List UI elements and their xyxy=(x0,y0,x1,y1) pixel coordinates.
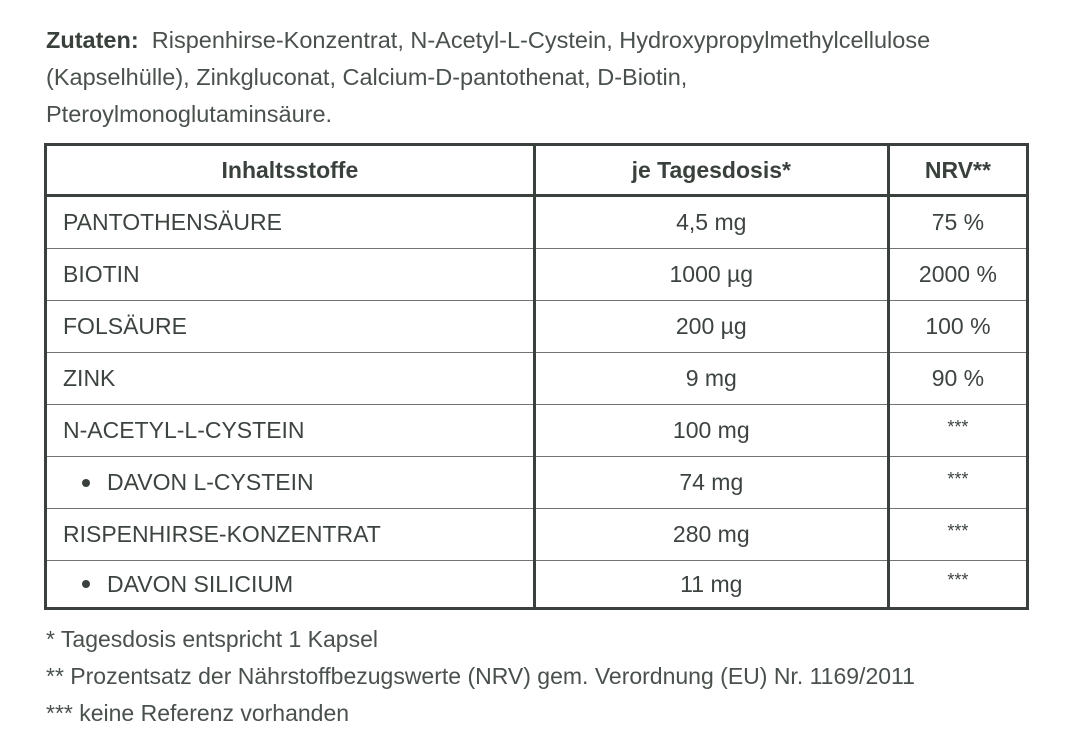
row-nrv xyxy=(888,561,1027,609)
row-dose: 100 mg xyxy=(534,405,888,457)
ingredients-text xyxy=(46,22,1036,133)
row-nrv: 100 % xyxy=(888,301,1027,353)
table-header-row xyxy=(46,145,1028,196)
ingredients-line-1 xyxy=(46,22,1036,59)
no-reference-marker: *** xyxy=(947,520,969,541)
row-nrv: 90 % xyxy=(888,353,1027,405)
nutrition-table xyxy=(44,143,1029,610)
row-name: ZINK xyxy=(46,353,535,405)
no-reference-marker: *** xyxy=(947,416,969,437)
table-row xyxy=(46,561,1028,609)
row-nrv: 2000 % xyxy=(888,249,1027,301)
row-name: PANTOTHENSÄURE xyxy=(46,196,535,249)
row-name: BIOTIN xyxy=(46,249,535,301)
row-name-cell xyxy=(46,457,535,509)
ingredients-label: Zutaten: xyxy=(46,27,139,53)
row-dose: 200 µg xyxy=(534,301,888,353)
header-daily-dose: je Tagesdosis* xyxy=(534,145,888,196)
table-row xyxy=(46,249,1028,301)
row-nrv xyxy=(888,405,1027,457)
row-dose: 1000 µg xyxy=(534,249,888,301)
row-name: DAVON SILICIUM xyxy=(107,570,294,597)
row-nrv: 75 % xyxy=(888,196,1027,249)
row-dose: 280 mg xyxy=(534,509,888,561)
ingredients-line-2: (Kapselhülle), Zinkgluconat, Calcium-D-pantothenat, D-Biotin, xyxy=(46,64,688,90)
bullet-icon xyxy=(82,479,90,487)
bullet-icon xyxy=(82,580,90,588)
header-ingredients: Inhaltsstoffe xyxy=(46,145,535,196)
table-row xyxy=(46,353,1028,405)
footnotes xyxy=(46,621,915,732)
footnote-2: ** Prozentsatz der Nährstoffbezugswerte (NRV) gem. Verordnung (EU) Nr. 1169/2011 xyxy=(46,663,915,689)
table-row xyxy=(46,457,1028,509)
table-row xyxy=(46,196,1028,249)
row-name: N-ACETYL-L-CYSTEIN xyxy=(46,405,535,457)
footnote-3: *** keine Referenz vorhanden xyxy=(46,700,350,726)
header-nrv: NRV** xyxy=(888,145,1027,196)
row-name: RISPENHIRSE-KONZENTRAT xyxy=(46,509,535,561)
row-name-cell xyxy=(46,561,535,609)
row-dose: 9 mg xyxy=(534,353,888,405)
no-reference-marker: *** xyxy=(947,468,969,489)
no-reference-marker: *** xyxy=(947,570,969,590)
row-nrv xyxy=(888,457,1027,509)
row-dose: 4,5 mg xyxy=(534,196,888,249)
table-row xyxy=(46,405,1028,457)
sub-item xyxy=(63,469,533,496)
row-nrv xyxy=(888,509,1027,561)
row-dose: 74 mg xyxy=(534,457,888,509)
footnote-1: * Tagesdosis entspricht 1 Kapsel xyxy=(46,626,378,652)
sub-item xyxy=(63,571,533,598)
ingredients-text-1: Rispenhirse-Konzentrat, N-Acetyl-L-Cystein, Hydroxypropylmethylcellulose xyxy=(151,27,931,53)
row-name: FOLSÄURE xyxy=(46,301,535,353)
ingredients-line-3: Pteroylmonoglutaminsäure. xyxy=(46,101,333,127)
table-row xyxy=(46,301,1028,353)
row-dose: 11 mg xyxy=(534,561,888,609)
table-row xyxy=(46,509,1028,561)
row-name: DAVON L-CYSTEIN xyxy=(107,469,314,495)
